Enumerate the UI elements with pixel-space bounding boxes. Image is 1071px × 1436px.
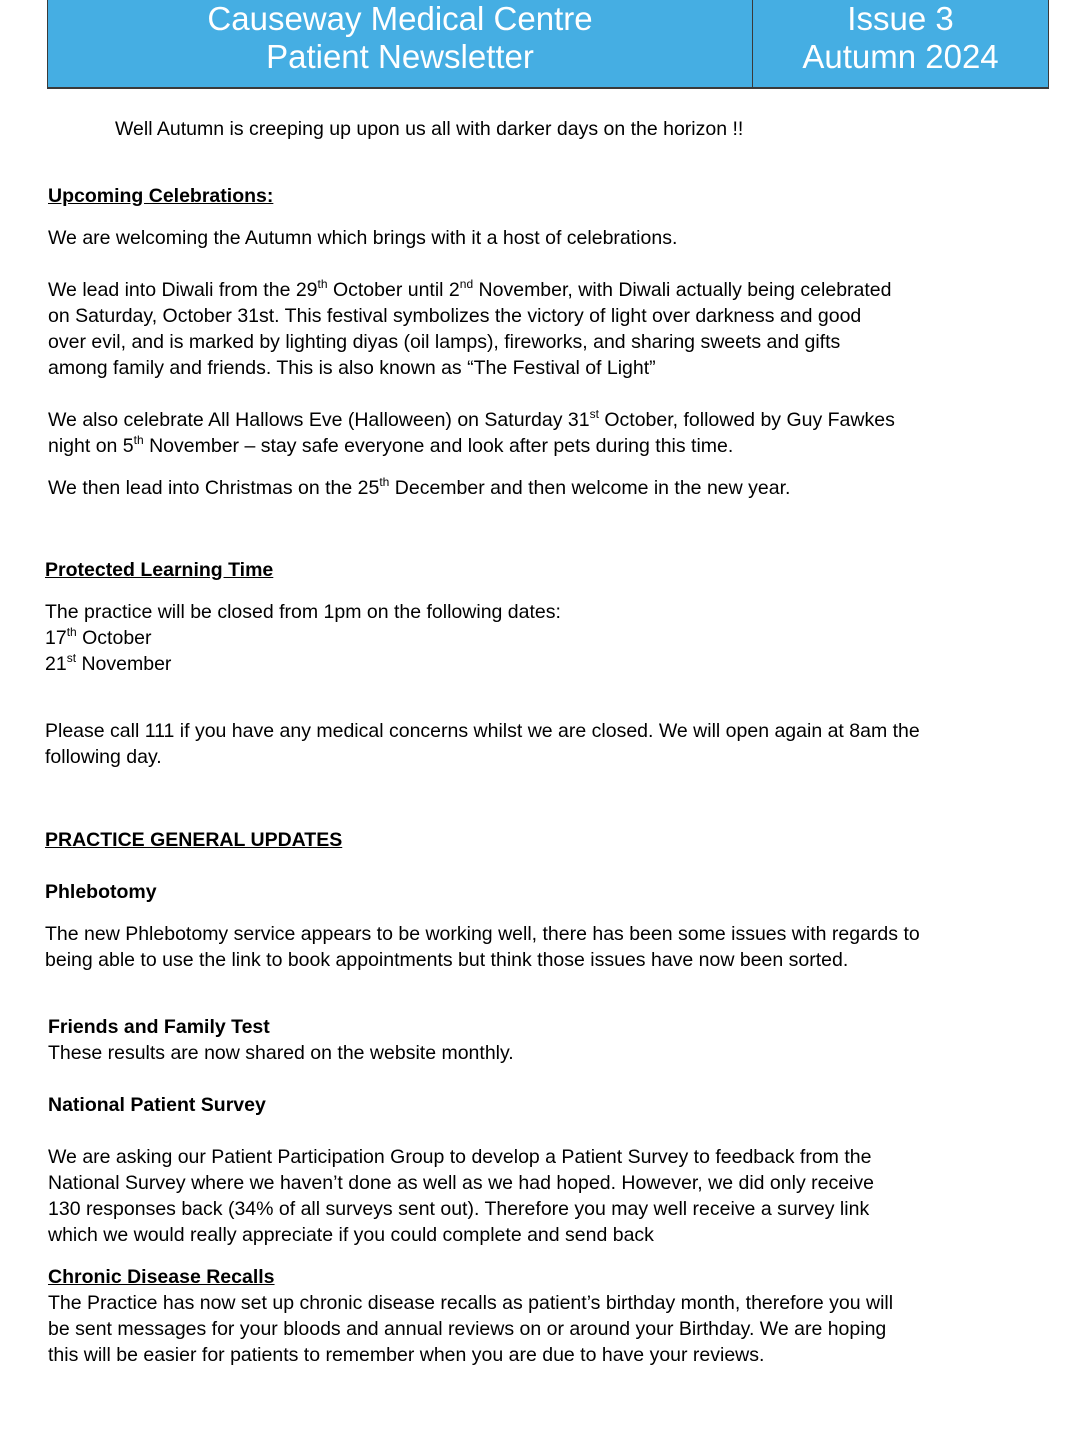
text-span: November, with Diwali actually being celebrated: [473, 279, 892, 301]
text-span: We also celebrate All Hallows Eve (Halloween) on Saturday 31: [48, 409, 590, 431]
nps-heading: National Patient Survey: [48, 1094, 266, 1116]
text-span: November – stay safe everyone and look after pets during this time.: [143, 435, 734, 457]
plt-date-2: [45, 651, 171, 677]
celebrations-p4: [48, 475, 790, 501]
text-span: December and then welcome in the new year.: [389, 477, 791, 499]
celebrations-p2-line4: among family and friends. This is also known as “The Festival of Light”: [48, 357, 656, 379]
text-span: 17: [45, 627, 67, 649]
newsletter-header: [47, 0, 1049, 89]
nps-line1: We are asking our Patient Participation Group to develop a Patient Survey to feedback from the: [48, 1146, 872, 1168]
nps-line4: which we would really appreciate if you could complete and send back: [48, 1224, 654, 1246]
celebrations-p2-line2: on Saturday, October 31st. This festival symbolizes the victory of light over darkness and good: [48, 305, 862, 327]
superscript: nd: [459, 277, 474, 291]
practice-name: Causeway Medical Centre: [207, 0, 593, 37]
text-span: 21: [45, 653, 67, 675]
text-span: October until 2: [327, 279, 460, 301]
issue-season: Autumn 2024: [802, 38, 999, 75]
updates-heading: PRACTICE GENERAL UPDATES: [45, 829, 343, 851]
superscript: st: [66, 651, 77, 665]
text-span: We then lead into Christmas on the 25: [48, 477, 380, 499]
cdr-line3: this will be easier for patients to remember when you are due to have your reviews.: [48, 1344, 765, 1366]
text-span: October, followed by Guy Fawkes: [598, 409, 895, 431]
plt-date-1: [45, 625, 152, 651]
text-span: November: [76, 653, 172, 675]
superscript: th: [317, 277, 328, 291]
cdr-heading: Chronic Disease Recalls: [48, 1266, 275, 1288]
phlebotomy-line1: The new Phlebotomy service appears to be working well, there has been some issues with regards to: [45, 923, 920, 945]
fft-heading: Friends and Family Test: [48, 1016, 270, 1038]
cdr-line2: be sent messages for your bloods and annual reviews on or around your Birthday. We are hoping: [48, 1318, 887, 1340]
phlebotomy-heading: Phlebotomy: [45, 881, 157, 903]
plt-p2-line1: Please call 111 if you have any medical concerns whilst we are closed. We will open again at 8am the: [45, 720, 920, 742]
text-span: We lead into Diwali from the 29: [48, 279, 318, 301]
text-span: October: [76, 627, 152, 649]
header-issue-block: [753, 0, 1048, 87]
celebrations-p2-line3: over evil, and is marked by lighting diyas (oil lamps), fireworks, and sharing sweets and gifts: [48, 331, 841, 353]
superscript: th: [379, 475, 390, 489]
fft-text: These results are now shared on the website monthly.: [48, 1042, 514, 1064]
issue-number: Issue 3: [847, 0, 954, 37]
intro-text: Well Autumn is creeping up upon us all with darker days on the horizon !!: [115, 118, 744, 140]
phlebotomy-line2: being able to use the link to book appointments but think those issues have now been sorted.: [45, 949, 849, 971]
cdr-line1: The Practice has now set up chronic disease recalls as patient’s birthday month, therefore you will: [48, 1292, 894, 1314]
plt-p1: The practice will be closed from 1pm on the following dates:: [45, 601, 561, 623]
superscript: th: [66, 625, 77, 639]
header-title-block: [48, 0, 753, 87]
nps-line2: National Survey where we haven’t done as well as we had hoped. However, we did only receive: [48, 1172, 874, 1194]
celebrations-p3-line1: [48, 407, 895, 433]
celebrations-p2-line1: [48, 277, 892, 303]
superscript: st: [589, 407, 599, 421]
newsletter-title: Patient Newsletter: [266, 38, 534, 75]
celebrations-p3-line2: [48, 433, 733, 459]
nps-line3: 130 responses back (34% of all surveys sent out). Therefore you may well receive a survey link: [48, 1198, 870, 1220]
celebrations-p1: We are welcoming the Autumn which brings with it a host of celebrations.: [48, 227, 678, 249]
plt-p2-line2: following day.: [45, 746, 162, 768]
text-span: night on 5: [48, 435, 134, 457]
celebrations-heading: Upcoming Celebrations:: [48, 185, 274, 207]
plt-heading: Protected Learning Time: [45, 559, 274, 581]
superscript: th: [133, 433, 144, 447]
